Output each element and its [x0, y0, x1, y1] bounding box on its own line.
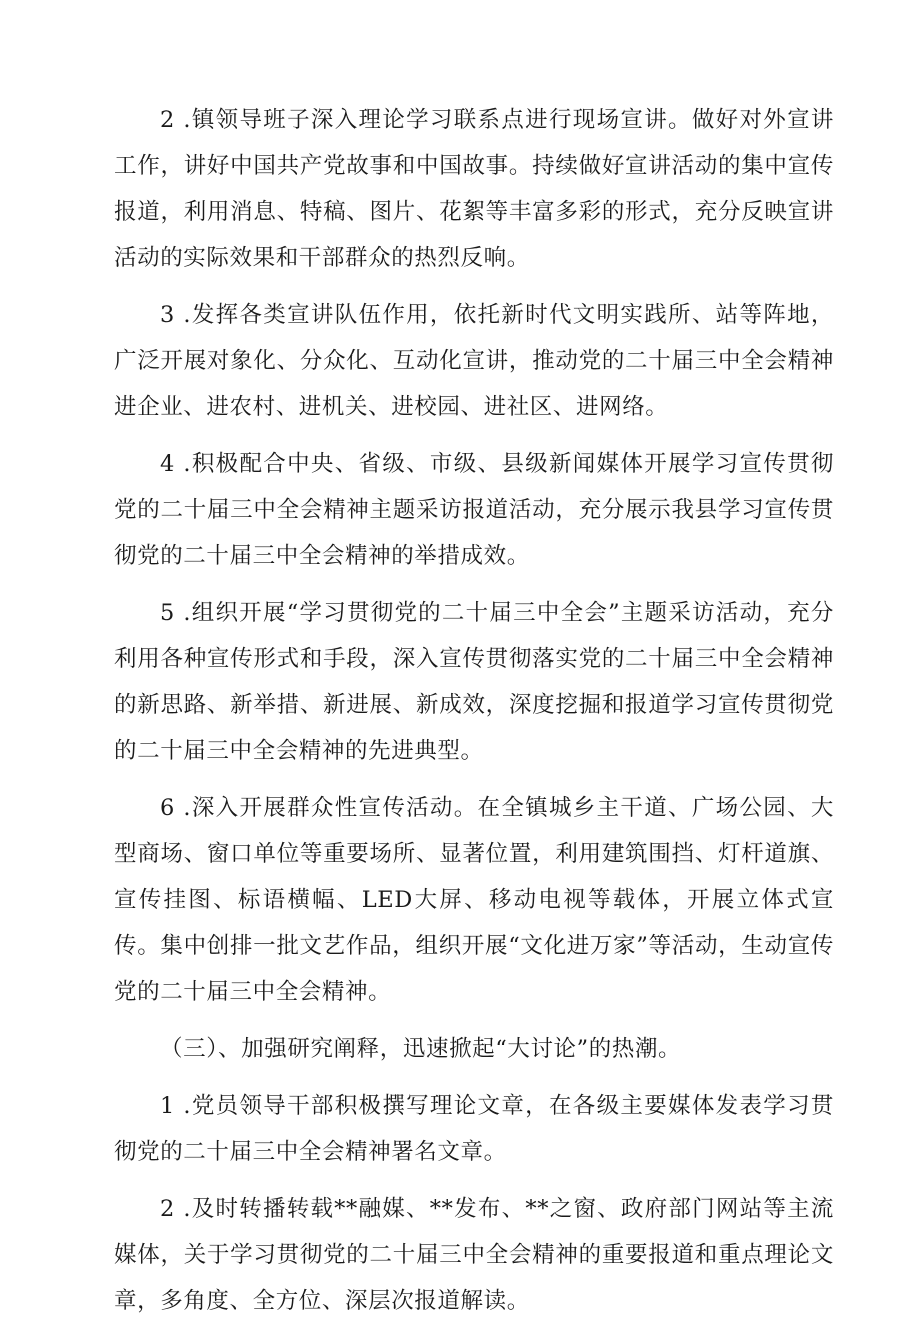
section-heading-3: （三）、加强研究阐释，迅速掀起“大讨论”的热潮。 — [160, 1036, 682, 1062]
paragraph-subitem-2: 2 .及时转播转载**融媒、**发布、**之窗、政府部门网站等主流媒体，关于学习贯彻党的二十届三中全会精神的重要报道和重点理论文章，多角度、全方位、深层次报道解读。 — [114, 1196, 834, 1314]
paragraph-item-6: 6 .深入开展群众性宣传活动。在全镇城乡主干道、广场公园、大型商场、窗口单位等重要场所、显著位置，利用建筑围挡、灯杆道旗、宣传挂图、标语横幅、LED大屏、移动电视等载体，开展立体式宣传。集中创排一批文艺作品，组织开展“文化进万家”等活动，生动宣传党的二十届三中全会精神。 — [114, 795, 834, 1005]
paragraph-item-3: 3 .发挥各类宣讲队伍作用，依托新时代文明实践所、站等阵地，广泛开展对象化、分众化、互动化宣讲，推动党的二十届三中全会精神进企业、进农村、进机关、进校园、进社区、进网络。 — [114, 302, 834, 420]
paragraph-item-5: 5 .组织开展“学习贯彻党的二十届三中全会”主题采访活动，充分利用各种宣传形式和手段，深入宣传贯彻落实党的二十届三中全会精神的新思路、新举措、新进展、新成效，深度挖掘和报道学习宣传贯彻党的二十届三中全会精神的先进典型。 — [114, 600, 834, 764]
paragraph-item-2: 2 .镇领导班子深入理论学习联系点进行现场宣讲。做好对外宣讲工作，讲好中国共产党故事和中国故事。持续做好宣讲活动的集中宣传报道，利用消息、特稿、图片、花絮等丰富多彩的形式，充分反映宣讲活动的实际效果和干部群众的热烈反响。 — [114, 107, 834, 271]
document-body — [114, 97, 834, 1335]
paragraph-subitem-1: 1 .党员领导干部积极撰写理论文章，在各级主要媒体发表学习贯彻党的二十届三中全会精神署名文章。 — [114, 1093, 834, 1165]
paragraph-item-4: 4 .积极配合中央、省级、市级、县级新闻媒体开展学习宣传贯彻党的二十届三中全会精神主题采访报道活动，充分展示我县学习宣传贯彻党的二十届三中全会精神的举措成效。 — [114, 451, 834, 569]
